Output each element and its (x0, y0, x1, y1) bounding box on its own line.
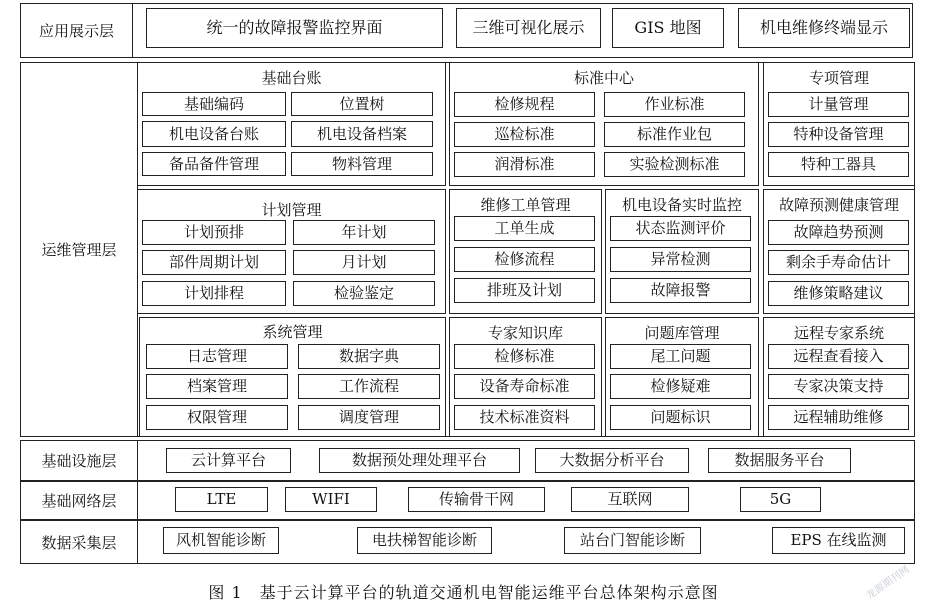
work-order-generation-box: 工单生成 (454, 216, 595, 241)
overhaul-procedure-box: 检修规程 (454, 92, 595, 117)
watermark: 龙源期刊网 (864, 564, 912, 602)
gis-map-box: GIS 地图 (612, 8, 724, 48)
phm-title: 故障预测健康管理 (778, 196, 899, 214)
overhaul-flow-box: 检修流程 (454, 247, 595, 272)
internet-box: 互联网 (571, 487, 689, 512)
plan-scheduling-box: 计划排程 (142, 281, 286, 306)
component-cycle-plan-box: 部件周期计划 (142, 250, 286, 275)
special-equipment-box: 特种设备管理 (768, 122, 909, 147)
3d-visualization-box: 三维可视化展示 (456, 8, 601, 48)
monthly-plan-box: 月计划 (293, 250, 435, 275)
work-standard-box: 作业标准 (604, 92, 745, 117)
data-preprocessing-platform-box: 数据预处理处理平台 (319, 448, 520, 473)
remote-assisted-repair-box: 远程辅助维修 (768, 405, 909, 430)
platform-door-diagnosis-box: 站台门智能诊断 (564, 527, 701, 554)
system-mgmt-title: 系统管理 (262, 323, 323, 341)
permission-mgmt-box: 权限管理 (146, 405, 288, 430)
shift-schedule-box: 排班及计划 (454, 278, 595, 303)
figure-caption: 图 1 基于云计算平台的轨道交通机电智能运维平台总体架构示意图 (208, 583, 719, 602)
realtime-monitor-title: 机电设备实时监控 (621, 196, 742, 214)
lubrication-standard-box: 润滑标准 (454, 152, 595, 177)
remote-expert-title: 远程专家系统 (793, 324, 884, 342)
log-mgmt-box: 日志管理 (146, 344, 288, 369)
annual-plan-box: 年计划 (293, 220, 435, 245)
eps-online-monitoring-box: EPS 在线监测 (772, 527, 905, 554)
maintenance-strategy-box: 维修策略建议 (768, 281, 909, 306)
ops-management-layer-label: 运维管理层 (21, 63, 138, 436)
remote-view-access-box: 远程查看接入 (768, 344, 909, 369)
fault-trend-prediction-box: 故障趋势预测 (768, 220, 909, 245)
lte-box: LTE (175, 487, 268, 512)
leftover-issue-box: 尾工问题 (610, 344, 751, 369)
5g-box: 5G (740, 487, 821, 512)
plan-prearrange-box: 计划预排 (142, 220, 286, 245)
equipment-archive-box: 机电设备档案 (291, 121, 433, 147)
technical-standard-docs-box: 技术标准资料 (454, 405, 595, 430)
status-evaluation-box: 状态监测评价 (610, 216, 751, 241)
inspection-appraisal-box: 检验鉴定 (293, 281, 435, 306)
expert-decision-support-box: 专家决策支持 (768, 374, 909, 399)
fault-alarm-box: 故障报警 (610, 278, 751, 303)
equipment-life-standard-box: 设备寿命标准 (454, 374, 595, 399)
maintenance-terminal-box: 机电维修终端显示 (738, 8, 910, 48)
cloud-platform-box: 云计算平台 (166, 448, 291, 473)
work-order-title: 维修工单管理 (480, 196, 571, 214)
data-dictionary-box: 数据字典 (298, 344, 440, 369)
dispatch-mgmt-box: 调度管理 (298, 405, 440, 430)
escalator-diagnosis-box: 电扶梯智能诊断 (357, 527, 492, 554)
network-layer-label: 基础网络层 (21, 482, 138, 519)
archive-mgmt-box: 档案管理 (146, 374, 288, 399)
base-ledger-title: 基础台账 (261, 69, 322, 87)
overhaul-difficulty-box: 检修疑难 (610, 374, 751, 399)
infrastructure-layer-label: 基础设施层 (21, 441, 138, 480)
lab-test-standard-box: 实验检测标准 (604, 152, 745, 177)
location-tree-box: 位置树 (291, 92, 433, 116)
equipment-ledger-box: 机电设备台账 (142, 121, 286, 147)
fan-diagnosis-box: 风机智能诊断 (163, 527, 279, 554)
material-mgmt-box: 物料管理 (291, 152, 433, 176)
data-collection-layer-label: 数据采集层 (21, 521, 138, 563)
special-tools-box: 特种工器具 (768, 152, 909, 177)
application-layer-label: 应用展示层 (21, 4, 133, 57)
metrology-mgmt-box: 计量管理 (768, 92, 909, 117)
expert-kb-title: 专家知识库 (487, 324, 563, 342)
alarm-monitoring-ui-box: 统一的故障报警监控界面 (146, 8, 443, 48)
wifi-box: WIFI (285, 487, 377, 512)
base-code-box: 基础编码 (142, 92, 286, 116)
kb-overhaul-standard-box: 检修标准 (454, 344, 595, 369)
issue-tag-box: 问题标识 (610, 405, 751, 430)
standard-work-pack-box: 标准作业包 (604, 122, 745, 147)
anomaly-detection-box: 异常检测 (610, 247, 751, 272)
transmission-backbone-box: 传输骨干网 (408, 487, 545, 512)
standard-center-title: 标准中心 (573, 69, 634, 87)
plan-mgmt-title: 计划管理 (261, 201, 322, 219)
data-service-platform-box: 数据服务平台 (708, 448, 851, 473)
inspection-standard-box: 巡检标准 (454, 122, 595, 147)
bigdata-analysis-platform-box: 大数据分析平台 (535, 448, 689, 473)
remaining-life-estimation-box: 剩余手寿命估计 (768, 250, 909, 275)
spare-parts-box: 备品备件管理 (142, 152, 286, 176)
issue-lib-title: 问题库管理 (644, 324, 720, 342)
special-mgmt-title: 专项管理 (808, 69, 869, 87)
workflow-box: 工作流程 (298, 374, 440, 399)
